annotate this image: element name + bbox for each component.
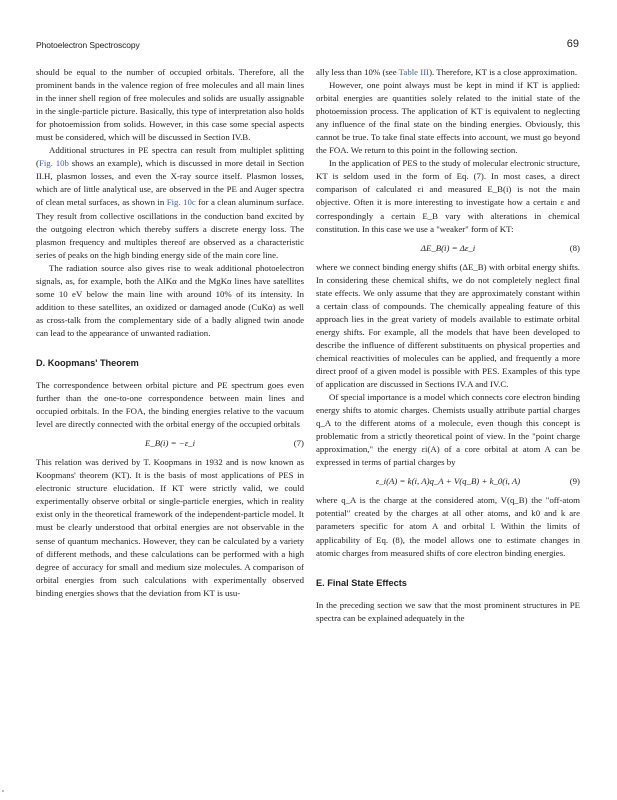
text-span: ). Therefore, KT is a close approximation. — [429, 67, 578, 77]
right-paragraph-3: In the application of PES to the study of molecular electronic structure, KT is seldom used in the form of Eq. (7). In most cases, a direct comparison of calculated εi and measured E_B(i) is not the main objective. Often it is more interesting to investigate how a certain ε and correspondingly a certain E_B vary with alterations in chemical constitution. In this case we use a "weaker" form of KT: — [316, 158, 580, 234]
equation-8-number: (8) — [569, 242, 580, 253]
left-paragraph-4: The correspondence between orbital picture and PE spectrum goes even further than the one-to-one correspondence between main lines and occupied orbitals. In the FOA, the binding energies relative to the vacuum level are directly connected with the orbital energy of the occupied orbitals — [36, 380, 304, 430]
equation-9 — [316, 475, 580, 488]
right-column — [316, 66, 580, 625]
left-column — [36, 66, 304, 600]
right-paragraph-6: where q_A is the charge at the considered atom, V(q_B) the "off-atom potential" created by the charges at all other atoms, and k0 and k are parameters specific for atom A and orbital l. Within the limits of applicability of Eq. (8), the model allows one to estimate changes in atomic charges from measured shifts of core electron binding energies. — [316, 495, 580, 558]
right-paragraph-7: In the preceding section we saw that the most prominent structures in PE spectra can be explained adequately in the — [316, 599, 580, 623]
running-head: Photoelectron Spectroscopy — [36, 40, 140, 50]
left-paragraph-1: should be equal to the number of occupied orbitals. Therefore, all the prominent bands in the valence region of free molecules and all main lines in the inner shell region of free molecules and solids are usually assignable in the single-particle picture. Basically, this type of interpretation also holds for photoemission from solids. However, in this case some special aspects must be considered, which will be discussed in Section IV.B. — [36, 67, 304, 143]
equation-9-number: (9) — [569, 476, 580, 487]
text-span: shows an example), which is discussed in more detail in Section II.H, plasmon losses, and even the X-ray source itself. Plasmon losses, which are of little analytical use, are observed in the PE and Auger spectra of clean metal surfaces, as shown in — [36, 158, 304, 208]
page-header — [36, 38, 579, 54]
left-paragraph-5: This relation was derived by T. Koopmans in 1932 and is now known as Koopmans' theorem (KT). It is the basis of most applications of PES in electronic structure elucidation. If KT were strictly valid, we could experimentally observe orbital or single-particle energies, which in reality exist only in the theoretical framework of the independent-particle model. It must be clearly understood that orbital energies are not observable in the sense of quantum mechanics. However, they can be calculated by a variety of different methods, and these calculations can be performed with a high degree of accuracy for small and medium size molecules. A comparison of orbital energies from such calculations with experimentally observed binding energies shows that the deviation from KT is usu- — [36, 457, 304, 598]
page-number: 69 — [566, 38, 579, 50]
text-span: Additional structures in PE spectra can result from multiplet splitting ( — [36, 145, 304, 169]
right-paragraph-5: Of special importance is a model which connects core electron binding energy shifts to atomic charges. Chemists usually attribute partial charges q_A to the different atoms of a molecule, even though this concept is problematic from a strictly theoretical point of view. In the "point charge approximation," the energy εi(A) of a core orbital at atom A can be expressed in terms of partial charges by — [316, 392, 580, 468]
section-heading-koopmans: D. Koopmans' Theorem — [36, 357, 139, 368]
fig-10b-link[interactable]: Fig. 10b — [38, 158, 69, 169]
equation-7 — [36, 437, 304, 450]
right-paragraph-4: where we connect binding energy shifts (ΔE_B) with orbital energy shifts. In considering these chemical shifts, we do not completely neglect final state effects. We only assume that they are approximately constant within a certain class of compounds. The chemically appealing feature of this approach lies in the great variety of models available to estimate orbital energy shifts. For example, all the models that have been developed to describe the influence of different substituents on physical properties and chemical reactivities of molecules can be applied, and frequently a more direct proof of a given model is possible with PES. Examples of this type of application are discussed in Sections IV.A and IV.C. — [316, 261, 580, 390]
left-paragraph-3: The radiation source also gives rise to weak additional photoelectron signals, as, for example, both the AlKα and the MgKα lines have satellites some 10 eV below the main line with around 10% of its intensity. In addition to these satellites, an oxidized or damaged anode (CuKα) as well as cross-talk from the complementary side of a badly aligned twin anode can lead to the appearance of unwanted radiation. — [36, 262, 304, 338]
right-paragraph-1 — [316, 66, 580, 79]
equation-9-body: ε_i(A) = k(i, A)q_A + V(q_B) + k_0(i, A) — [375, 476, 521, 487]
fig-10c-link[interactable]: Fig. 10c — [166, 197, 196, 208]
equation-8-body: ΔE_B(i) = Δε_i — [420, 242, 476, 253]
equation-7-body: E_B(i) = −ε_i — [144, 438, 196, 449]
equation-7-number: (7) — [293, 438, 304, 449]
right-paragraph-2: However, one point always must be kept in mind if KT is applied: orbital energies are quantities solely related to the initial state of the photoemission process. The application of KT is equivalent to neglecting any influence of the final state on the binding energies. Obviously, this cannot be true. To take final state effects into account, we must go beyond the FOA. We return to this point in the following section. — [316, 80, 580, 156]
section-heading-final-state: E. Final State Effects — [316, 577, 407, 588]
text-span: ally less than 10% (see — [316, 67, 399, 77]
text-span: for a clean aluminum surface. They result from collective oscillations in the conduction band excited by the outgoing electron which thereby suffers a discrete energy loss. The plasmon frequency and multiples thereof are observed as a characteristic series of peaks on the high binding energy side of the main core line. — [36, 197, 305, 260]
scan-mark — [2, 790, 4, 792]
table-iii-link[interactable]: Table III — [398, 67, 430, 77]
equation-8 — [316, 242, 580, 255]
left-paragraph-2 — [36, 144, 304, 261]
